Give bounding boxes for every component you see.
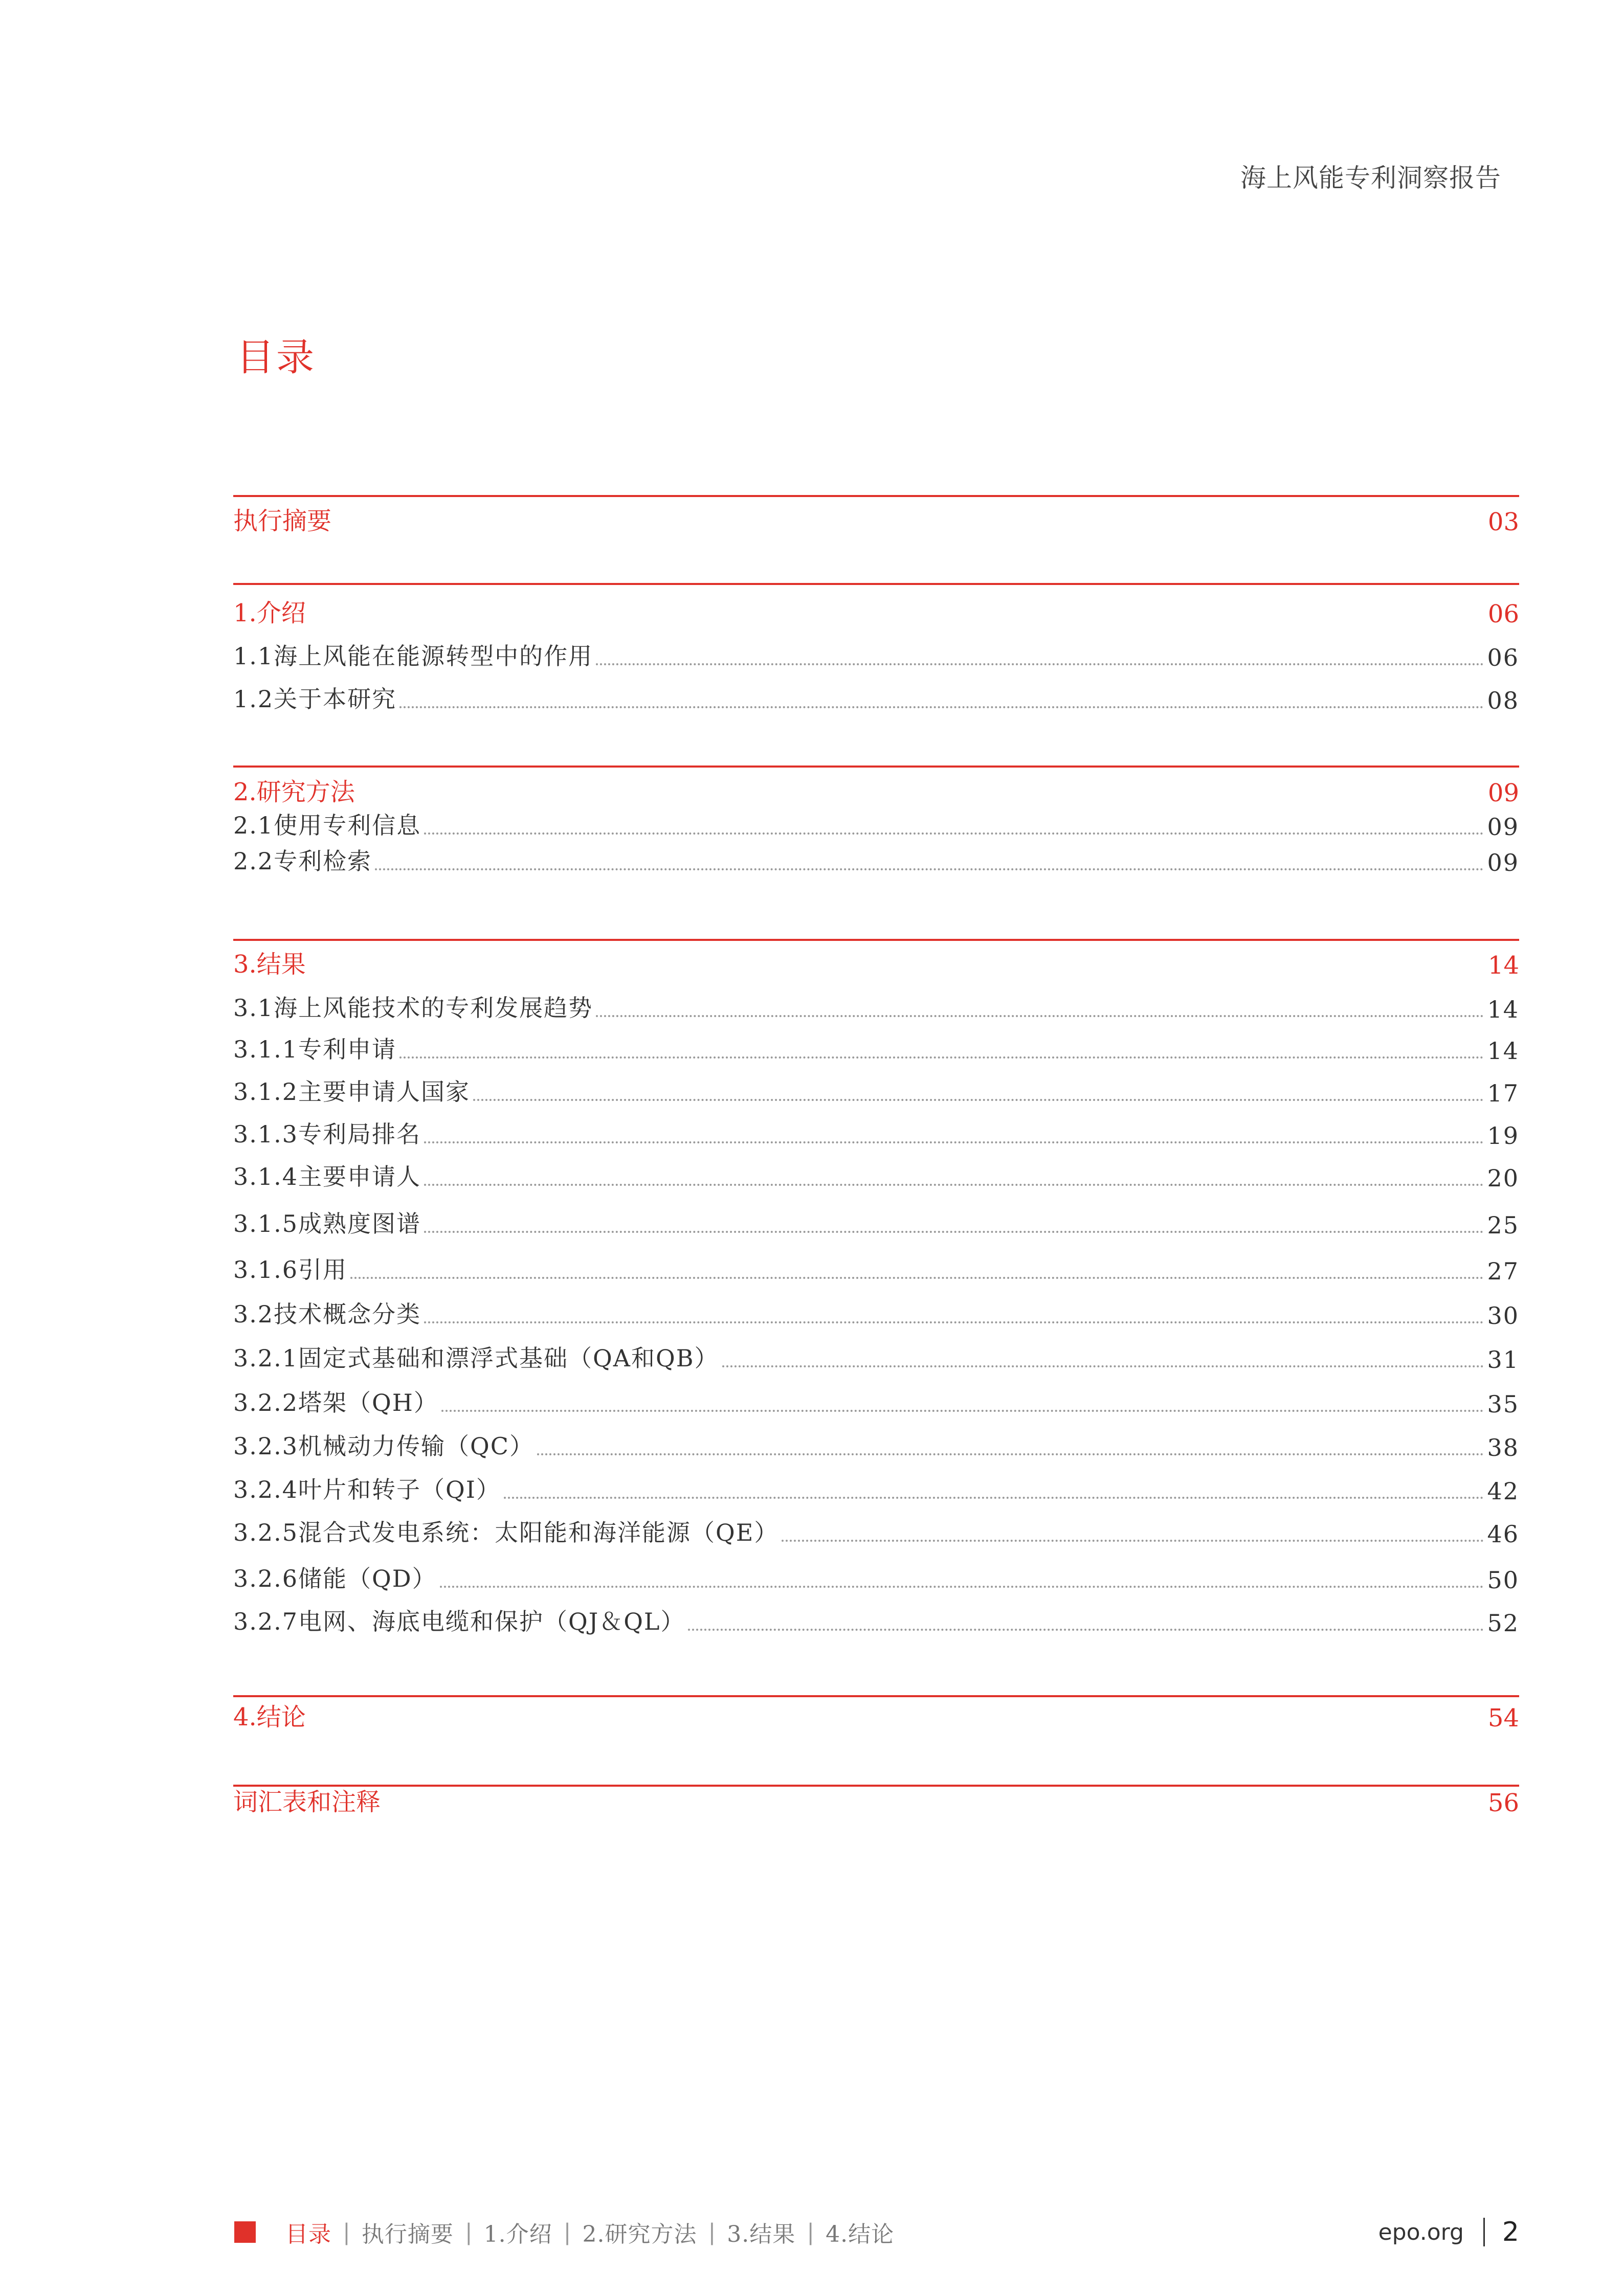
toc-page-number: 27 — [1487, 1257, 1519, 1285]
toc-entry[interactable] — [233, 1429, 1519, 1461]
dot-leader — [504, 1497, 1484, 1499]
toc-entry[interactable] — [233, 1074, 1519, 1107]
page-number: 2 — [1502, 2217, 1519, 2247]
site-link[interactable]: epo.org — [1378, 2219, 1464, 2245]
dot-leader — [688, 1629, 1484, 1631]
toc-entry-label: 2.2专利检索 — [233, 847, 372, 875]
toc-entry-label: 3.1.5成熟度图谱 — [233, 1210, 421, 1237]
toc-page-number: 06 — [1487, 644, 1519, 671]
toc-entry[interactable] — [233, 808, 1519, 841]
footer-nav-results[interactable]: 3.结果 — [727, 2221, 796, 2247]
toc-page-number: 30 — [1487, 1302, 1519, 1330]
toc-page-number: 46 — [1487, 1520, 1519, 1548]
toc-entry-label: 1.2关于本研究 — [233, 685, 397, 713]
toc-entry-label: 3.2技术概念分类 — [233, 1300, 421, 1328]
toc-entry[interactable] — [233, 1206, 1519, 1239]
toc-entry-label: 1.1海上风能在能源转型中的作用 — [233, 642, 593, 670]
section-divider — [233, 1695, 1519, 1697]
footer-nav-toc[interactable]: 目录 — [285, 2221, 331, 2247]
section-divider — [233, 766, 1519, 768]
toc-page-number: 50 — [1487, 1566, 1519, 1594]
toc-page-number: 09 — [1487, 849, 1519, 876]
toc-entry-label: 3.2.2塔架（QH） — [233, 1389, 438, 1416]
nav-separator: | — [464, 2219, 473, 2245]
toc-entry-label: 3.2.5混合式发电系统：太阳能和海洋能源（QE） — [233, 1519, 779, 1546]
toc-section-results[interactable] — [233, 947, 1519, 980]
toc-page-number: 17 — [1487, 1079, 1519, 1107]
dot-leader — [782, 1540, 1484, 1542]
toc-section-methodology[interactable] — [233, 775, 1519, 807]
toc-section-glossary[interactable] — [233, 1785, 1519, 1817]
toc-entry[interactable] — [233, 1159, 1519, 1192]
toc-entry[interactable] — [233, 1117, 1519, 1150]
toc-entry[interactable] — [233, 991, 1519, 1023]
toc-page-number: 14 — [1487, 996, 1519, 1023]
toc-page-number: 35 — [1487, 1390, 1519, 1418]
toc-entry[interactable] — [233, 1515, 1519, 1548]
toc-entry[interactable] — [233, 1472, 1519, 1505]
nav-separator: | — [807, 2219, 815, 2245]
dot-leader — [424, 1231, 1484, 1233]
toc-page-number: 19 — [1487, 1122, 1519, 1150]
toc-entry-label: 2.1使用专利信息 — [233, 812, 421, 839]
dot-leader — [441, 1410, 1484, 1412]
section-divider — [233, 939, 1519, 941]
toc-section-label: 2.研究方法 — [233, 778, 355, 806]
toc-page-number: 06 — [1487, 600, 1519, 628]
toc-entry[interactable] — [233, 1385, 1519, 1418]
toc-entry-label: 3.1.1专利申请 — [233, 1036, 397, 1063]
toc-entry-label: 3.2.3机械动力传输（QC） — [233, 1432, 534, 1460]
toc-page-number: 38 — [1487, 1434, 1519, 1461]
footer-nav-methodology[interactable]: 2.研究方法 — [582, 2221, 697, 2247]
toc-entry-label: 3.1.4主要申请人 — [233, 1163, 421, 1190]
section-divider — [233, 495, 1519, 497]
toc-entry[interactable] — [233, 1561, 1519, 1594]
toc-page-number: 52 — [1487, 1609, 1519, 1637]
toc-page-number: 09 — [1487, 813, 1519, 841]
toc-entry-label: 3.2.6储能（QD） — [233, 1565, 437, 1592]
toc-section-conclusion[interactable] — [233, 1700, 1519, 1732]
dot-leader — [596, 1015, 1484, 1017]
footer-nav-introduction[interactable]: 1.介绍 — [483, 2221, 552, 2247]
nav-separator: | — [708, 2219, 716, 2245]
dot-leader — [596, 663, 1484, 665]
footer-nav-conclusion[interactable]: 4.结论 — [826, 2221, 895, 2247]
toc-section-label: 3.结果 — [233, 950, 306, 979]
toc-page-number: 08 — [1487, 687, 1519, 714]
toc-entry[interactable] — [233, 1297, 1519, 1330]
footer-nav-exec-summary[interactable]: 执行摘要 — [361, 2221, 454, 2247]
toc-entry-label: 3.1.3专利局排名 — [233, 1120, 421, 1148]
toc-page-number: 56 — [1487, 1789, 1519, 1817]
dot-leader — [399, 1056, 1484, 1059]
report-title: 海上风能专利洞察报告 — [1240, 163, 1501, 193]
toc-page-number: 14 — [1487, 1037, 1519, 1065]
toc-section-label: 执行摘要 — [233, 507, 332, 535]
dot-leader — [440, 1586, 1484, 1588]
toc-entry[interactable] — [233, 844, 1519, 876]
footer-divider — [1483, 2218, 1485, 2246]
toc-entry[interactable] — [233, 1341, 1519, 1374]
toc-entry[interactable] — [233, 1032, 1519, 1065]
toc-page-number: 31 — [1487, 1346, 1519, 1374]
toc-section-exec-summary[interactable] — [233, 504, 1519, 536]
toc-entry[interactable] — [233, 639, 1519, 671]
dot-leader — [473, 1099, 1484, 1101]
toc-entry[interactable] — [233, 1604, 1519, 1637]
toc-section-introduction[interactable] — [233, 596, 1519, 628]
nav-separator: | — [343, 2219, 350, 2245]
dot-leader — [537, 1453, 1484, 1455]
toc-entry[interactable] — [233, 1252, 1519, 1285]
dot-leader — [350, 1277, 1484, 1279]
toc-page-number: 25 — [1487, 1211, 1519, 1239]
dot-leader — [399, 706, 1484, 708]
section-divider — [233, 583, 1519, 585]
accent-square-icon — [234, 2221, 256, 2243]
toc-entry-label: 3.2.1固定式基础和漂浮式基础（QA和QB） — [233, 1344, 719, 1372]
toc-entry-label: 3.2.7电网、海底电缆和保护（QJ＆QL） — [233, 1608, 685, 1635]
dot-leader — [424, 832, 1484, 835]
dot-leader — [424, 1321, 1484, 1323]
footer-nav — [234, 2214, 1519, 2250]
toc-section-label: 1.介绍 — [233, 599, 306, 627]
toc-page-number: 20 — [1487, 1164, 1519, 1192]
toc-page-number: 42 — [1487, 1477, 1519, 1505]
toc-entry[interactable] — [233, 682, 1519, 714]
toc-page-number: 54 — [1487, 1704, 1519, 1732]
toc-page-number: 14 — [1487, 951, 1519, 980]
dot-leader — [424, 1141, 1484, 1143]
toc-section-label: 4.结论 — [233, 1703, 306, 1731]
dot-leader — [424, 1184, 1484, 1186]
toc-page-number: 03 — [1487, 508, 1519, 536]
dot-leader — [722, 1365, 1484, 1367]
page-title: 目录 — [236, 335, 316, 379]
dot-leader — [375, 868, 1484, 870]
toc-entry-label: 3.2.4叶片和转子（QI） — [233, 1476, 501, 1503]
nav-separator: | — [563, 2219, 571, 2245]
toc-section-label: 词汇表和注释 — [233, 1788, 381, 1816]
toc-entry-label: 3.1.6引用 — [233, 1256, 348, 1284]
toc-entry-label: 3.1海上风能技术的专利发展趋势 — [233, 994, 593, 1022]
toc-entry-label: 3.1.2主要申请人国家 — [233, 1078, 471, 1106]
toc-page-number: 09 — [1487, 779, 1519, 807]
